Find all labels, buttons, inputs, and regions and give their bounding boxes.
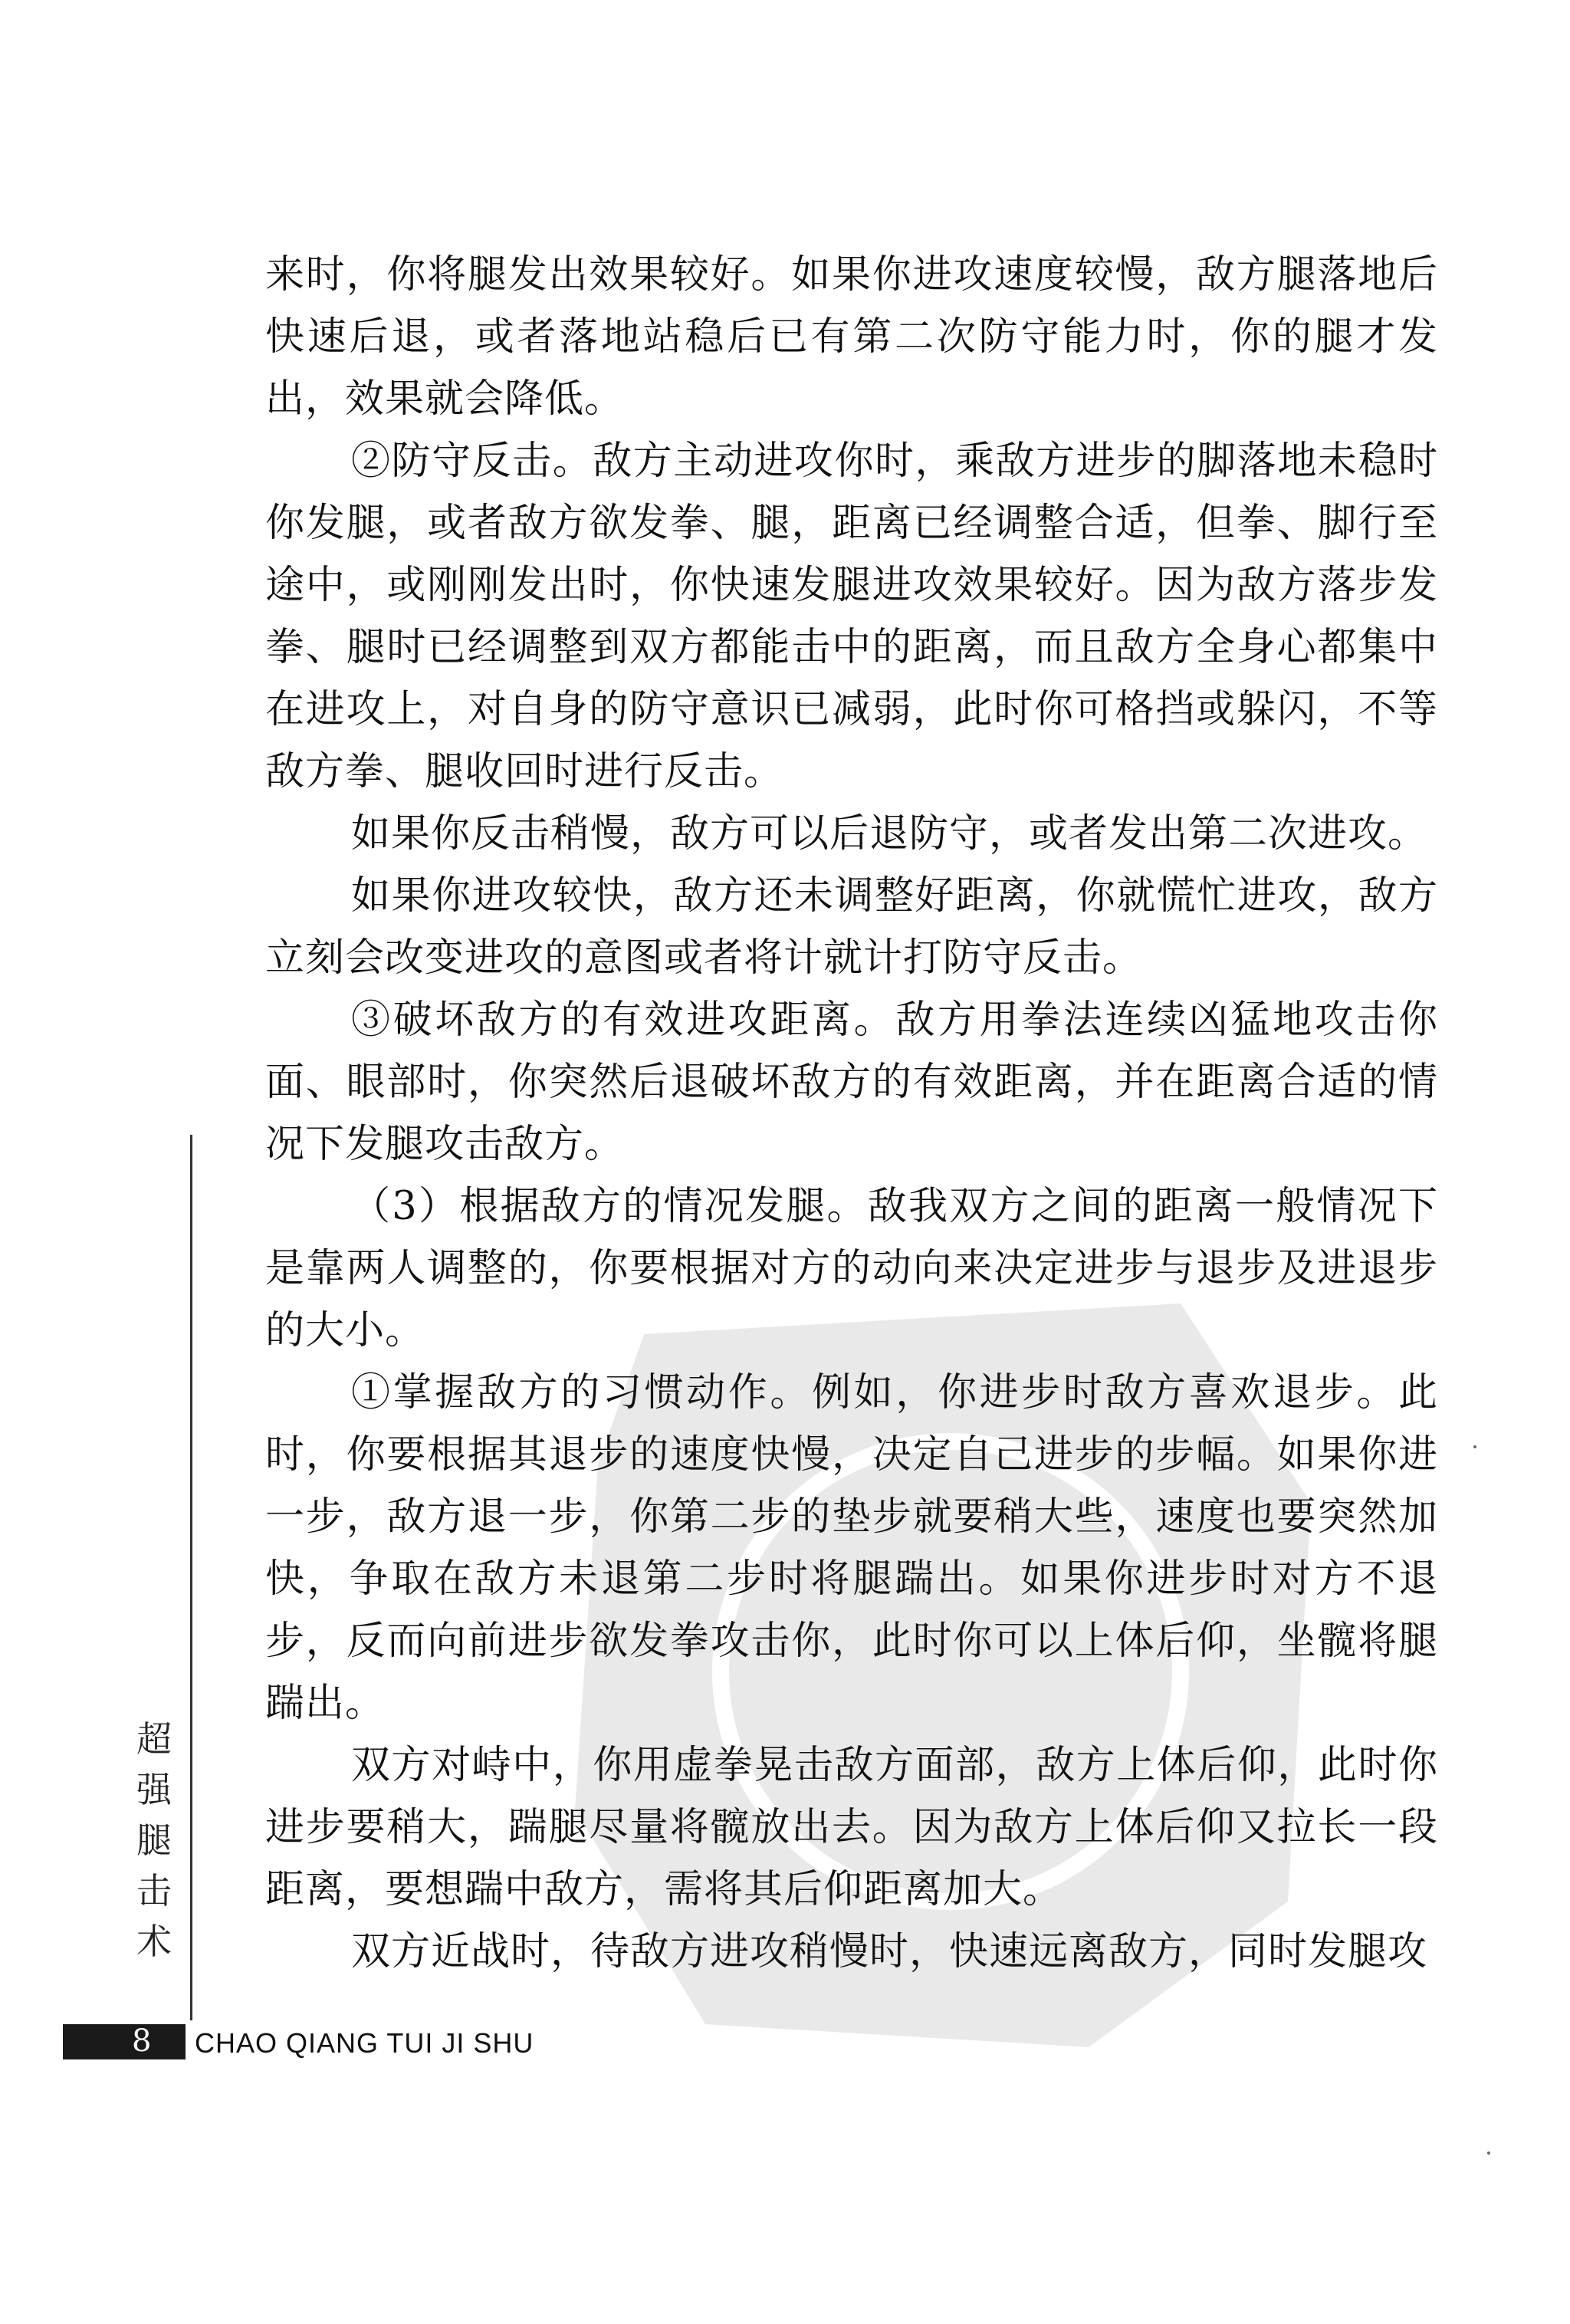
page-number: 8	[132, 2023, 152, 2059]
paragraph: （3）根据敌方的情况发腿。敌我双方之间的距离一般情况下是靠两人调整的，你要根据对方的动向来决定进步与退步及进退步的大小。	[265, 1184, 1438, 1353]
paragraph: 如果你反击稍慢，敌方可以后退防守，或者发出第二次进攻。	[351, 811, 1428, 856]
footer-title: CHAO QIANG TUI JI SHU	[195, 2027, 534, 2059]
paragraph: 如果你进攻较快，敌方还未调整好距离，你就慌忙进攻，敌方立刻会改变进攻的意图或者将计就计打防守反击。	[265, 873, 1438, 981]
scan-speck	[1473, 1445, 1476, 1448]
side-divider	[190, 1135, 192, 2020]
book-title-vertical: 超强腿击术	[136, 1718, 172, 1962]
paragraph: ③破坏敌方的有效进攻距离。敌方用拳法连续凶猛地攻击你面、眼部时，你突然后退破坏敌方的有效距离，并在距离合适的情况下发腿攻击敌方。	[265, 998, 1438, 1167]
paragraph: 双方近战时，待敌方进攻稍慢时，快速远离敌方，同时发腿攻	[351, 1929, 1428, 1974]
paragraph: 双方对峙中，你用虚拳晃击敌方面部，敌方上体后仰，此时你进步要稍大，踹腿尽量将髋放出去。因为敌方上体后仰又拉长一段距离，要想踹中敌方，需将其后仰距离加大。	[265, 1743, 1438, 1912]
paragraph: ②防守反击。敌方主动进攻你时，乘敌方进步的脚落地未稳时你发腿，或者敌方欲发拳、腿，距离已经调整合适，但拳、脚行至途中，或刚刚发出时，你快速发腿进攻效果较好。因为敌方落步发拳、腿时已经调整到双方都能击中的距离，而且敌方全身心都集中在进攻上，对自身的防守意识已减弱，此时你可格挡或躲闪，不等敌方拳、腿收回时进行反击。	[265, 439, 1438, 794]
scan-speck	[1487, 2151, 1490, 2155]
paragraph: 来时，你将腿发出效果较好。如果你进攻速度较慢，敌方腿落地后快速后退，或者落地站稳后已有第二次防守能力时，你的腿才发出，效果就会降低。	[265, 252, 1438, 422]
body-text	[265, 244, 1438, 1983]
paragraph: ①掌握敌方的习惯动作。例如，你进步时敌方喜欢退步。此时，你要根据其退步的速度快慢，决定自己进步的步幅。如果你进一步，敌方退一步，你第二步的垫步就要稍大些，速度也要突然加快，争取在敌方未退第二步时将腿踹出。如果你进步时对方不退步，反而向前进步欲发拳攻击你，此时你可以上体后仰，坐髋将腿踹出。	[265, 1370, 1438, 1726]
